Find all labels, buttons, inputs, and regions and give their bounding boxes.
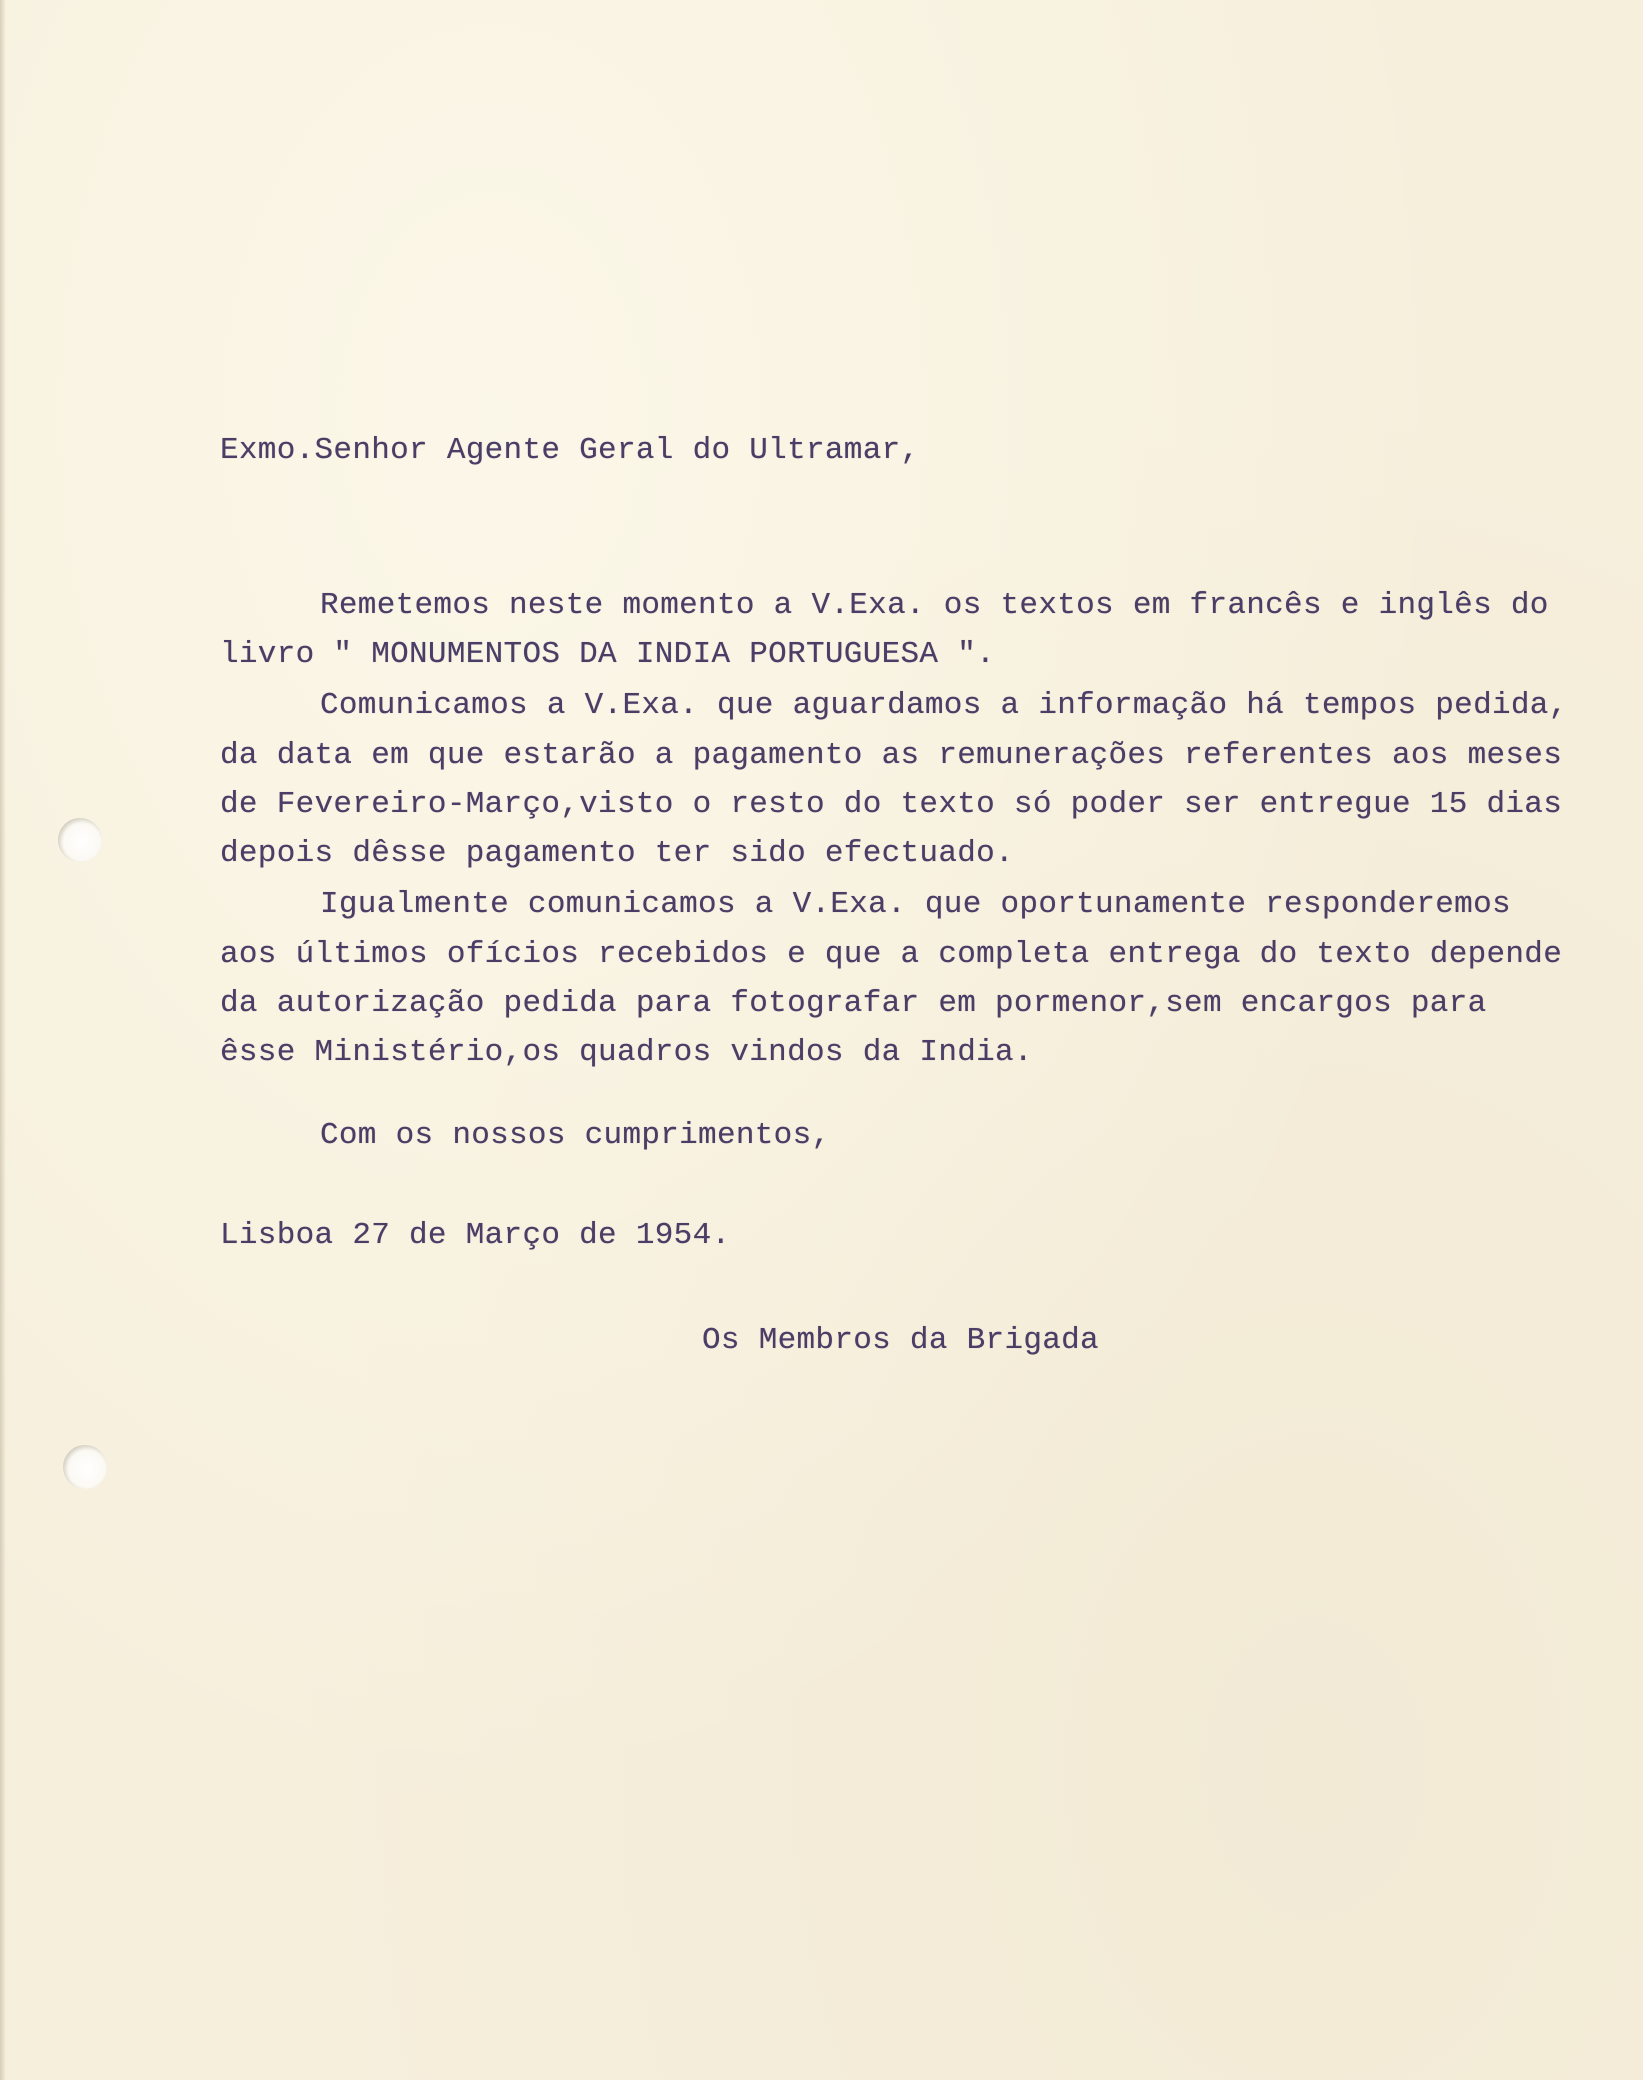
paragraph3-line2: aos últimos ofícios recebidos e que a completa entrega do texto depende bbox=[220, 937, 1563, 972]
page-edge-shadow bbox=[0, 0, 6, 2080]
signature: Os Membros da Brigada bbox=[702, 1323, 1099, 1358]
salutation: Exmo.Senhor Agente Geral do Ultramar, bbox=[220, 433, 920, 468]
punch-hole-bottom bbox=[63, 1445, 107, 1489]
paragraph2-line1: Comunicamos a V.Exa. que aguardamos a informação há tempos pedida, bbox=[320, 688, 1568, 723]
date-line: Lisboa 27 de Março de 1954. bbox=[220, 1218, 731, 1253]
paragraph2-line4: depois dêsse pagamento ter sido efectuado. bbox=[220, 836, 1014, 871]
paragraph1-line1: Remetemos neste momento a V.Exa. os textos em francês e inglês do bbox=[320, 588, 1549, 623]
paragraph3-line1: Igualmente comunicamos a V.Exa. que oportunamente responderemos bbox=[320, 887, 1511, 922]
closing: Com os nossos cumprimentos, bbox=[320, 1118, 831, 1153]
paragraph2-line3: de Fevereiro-Março,visto o resto do texto só poder ser entregue 15 dias bbox=[220, 787, 1563, 822]
paragraph3-line3: da autorização pedida para fotografar em pormenor,sem encargos para bbox=[220, 986, 1487, 1021]
paragraph1-line2: livro " MONUMENTOS DA INDIA PORTUGUESA ". bbox=[220, 637, 996, 672]
paragraph2-line2: da data em que estarão a pagamento as remunerações referentes aos meses bbox=[220, 738, 1563, 773]
punch-hole-top bbox=[58, 818, 102, 862]
paragraph3-line4: êsse Ministério,os quadros vindos da India. bbox=[220, 1035, 1033, 1070]
